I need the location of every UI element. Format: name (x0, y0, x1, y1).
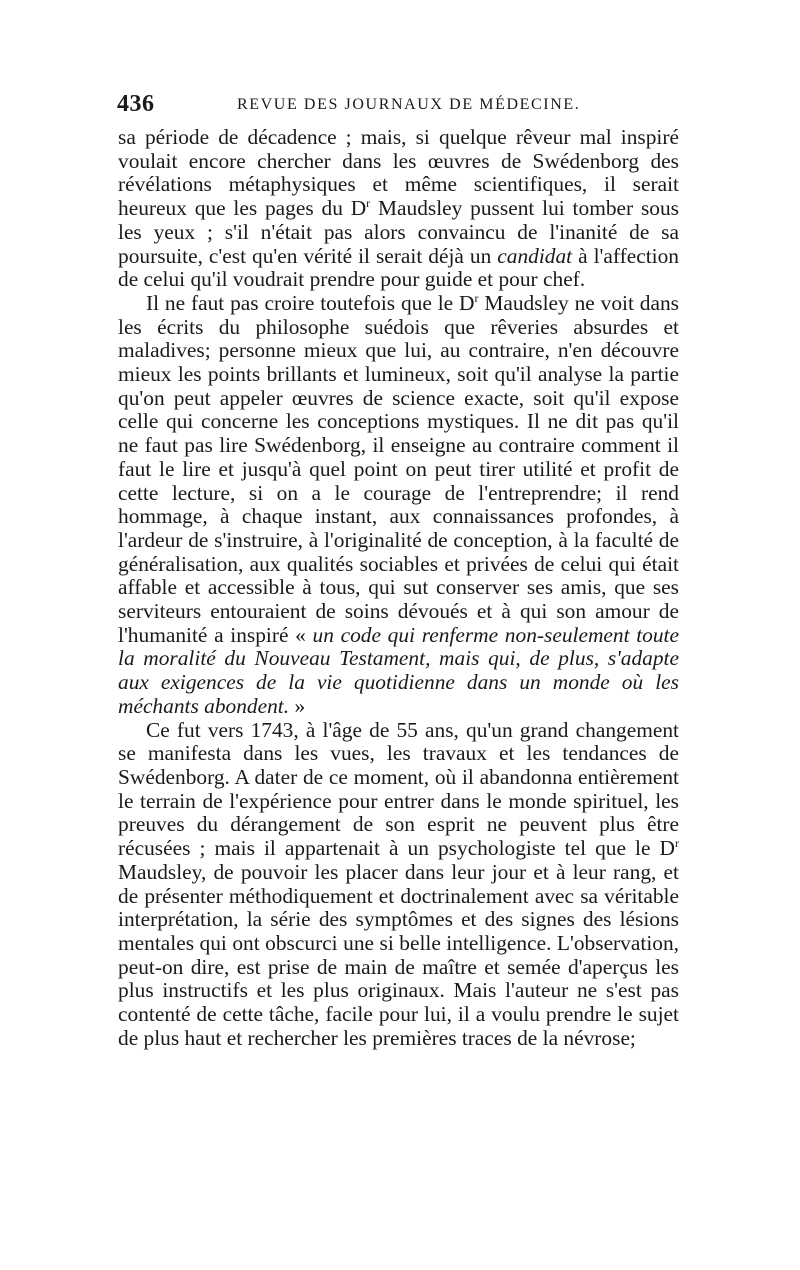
p1-italic: candidat (497, 243, 573, 268)
paragraph-2 (118, 292, 679, 719)
p2-quotation: un code qui renferme non-seulement toute la moralité du Nouveau Testament, mais qui, de plus, s'adapte aux exigences de la vie quotidienne dans un monde où les méchants abondent. (118, 622, 679, 718)
p1-text-c: à l'affection de celui qu'il voudrait prendre pour guide et pour chef. (118, 243, 679, 292)
p3-text-b: Maudsley, de pouvoir les placer dans leur jour et à leur rang, et de présenter méthodiquement et doctrinalement avec sa véritable interprétation, la série des symptômes et des signes des lésions mentales qui ont obscurci une si belle intelligence. L'observation, peut-on dire, est prise de main de maître et semée d'aperçus les plus instructifs et les plus originaux. Mais l'auteur ne s'est pas contenté de cette tâche, facile pour lui, il a voulu prendre le sujet de plus haut et rechercher les premières traces de la névrose; (118, 859, 679, 1050)
p2-superscript: r (474, 290, 479, 305)
page-header (117, 91, 677, 121)
p3-text-a: Ce fut vers 1743, à l'âge de 55 ans, qu'un grand changement se manifesta dans les vues, les travaux et les tendances de Swédenborg. A dater de ce moment, où il abandonna entièrement le terrain de l'expérience pour entrer dans le monde spirituel, les preuves du dérangement de son esprit ne peuvent plus être récusées ; mais il appartenait à un psychologiste tel que le D (118, 717, 679, 861)
p2-text-a: Il ne faut pas croire toutefois que le D (146, 290, 475, 315)
page-number: 436 (117, 91, 155, 117)
p3-superscript: r (675, 835, 679, 850)
paragraph-3 (118, 719, 679, 1051)
running-head: REVUE DES JOURNAUX DE MÉDECINE. (237, 96, 581, 113)
p1-text-a: sa période de décadence ; mais, si quelque rêveur mal inspiré voulait encore chercher dans les œuvres de Swédenborg des révélations métaphysiques et même scientifiques, il serait heureux que les pages du D (118, 125, 679, 221)
p1-text-b: Maudsley pussent lui tomber sous les yeux ; s'il n'était pas alors convaincu de l'inanité de sa poursuite, c'est qu'en vérité il serait déjà un (118, 196, 679, 268)
p2-text-b: Maudsley ne voit dans les écrits du philosophe suédois que rêveries absurdes et maladives; personne mieux que lui, au contraire, n'en découvre mieux les points brillants et lumineux, soit qu'il analyse la partie qu'on peut appeler œuvres de science exacte, soit qu'il expose celle qui concerne les conceptions mystiques. Il ne dit pas qu'il ne faut pas lire Swédenborg, il enseigne au contraire comment il faut le lire et jusqu'à quel point on peut tirer utilité et profit de cette lecture, si on a le courage de l'entreprendre; il rend hommage, à chaque instant, aux connaissances profondes, à l'ardeur de s'instruire, à l'originalité de conception, à la faculté de généralisation, aux qualités sociables et privées de celui qui était affable et accessible à tous, qui sut conserver ses amis, que ses serviteurs entouraient de soins dévoués et à qui son amour de l'humanité a inspiré « (118, 290, 679, 647)
body-text (118, 126, 679, 1050)
p2-text-c: » (289, 693, 306, 718)
paragraph-1 (118, 126, 679, 292)
p1-superscript: r (366, 195, 371, 210)
